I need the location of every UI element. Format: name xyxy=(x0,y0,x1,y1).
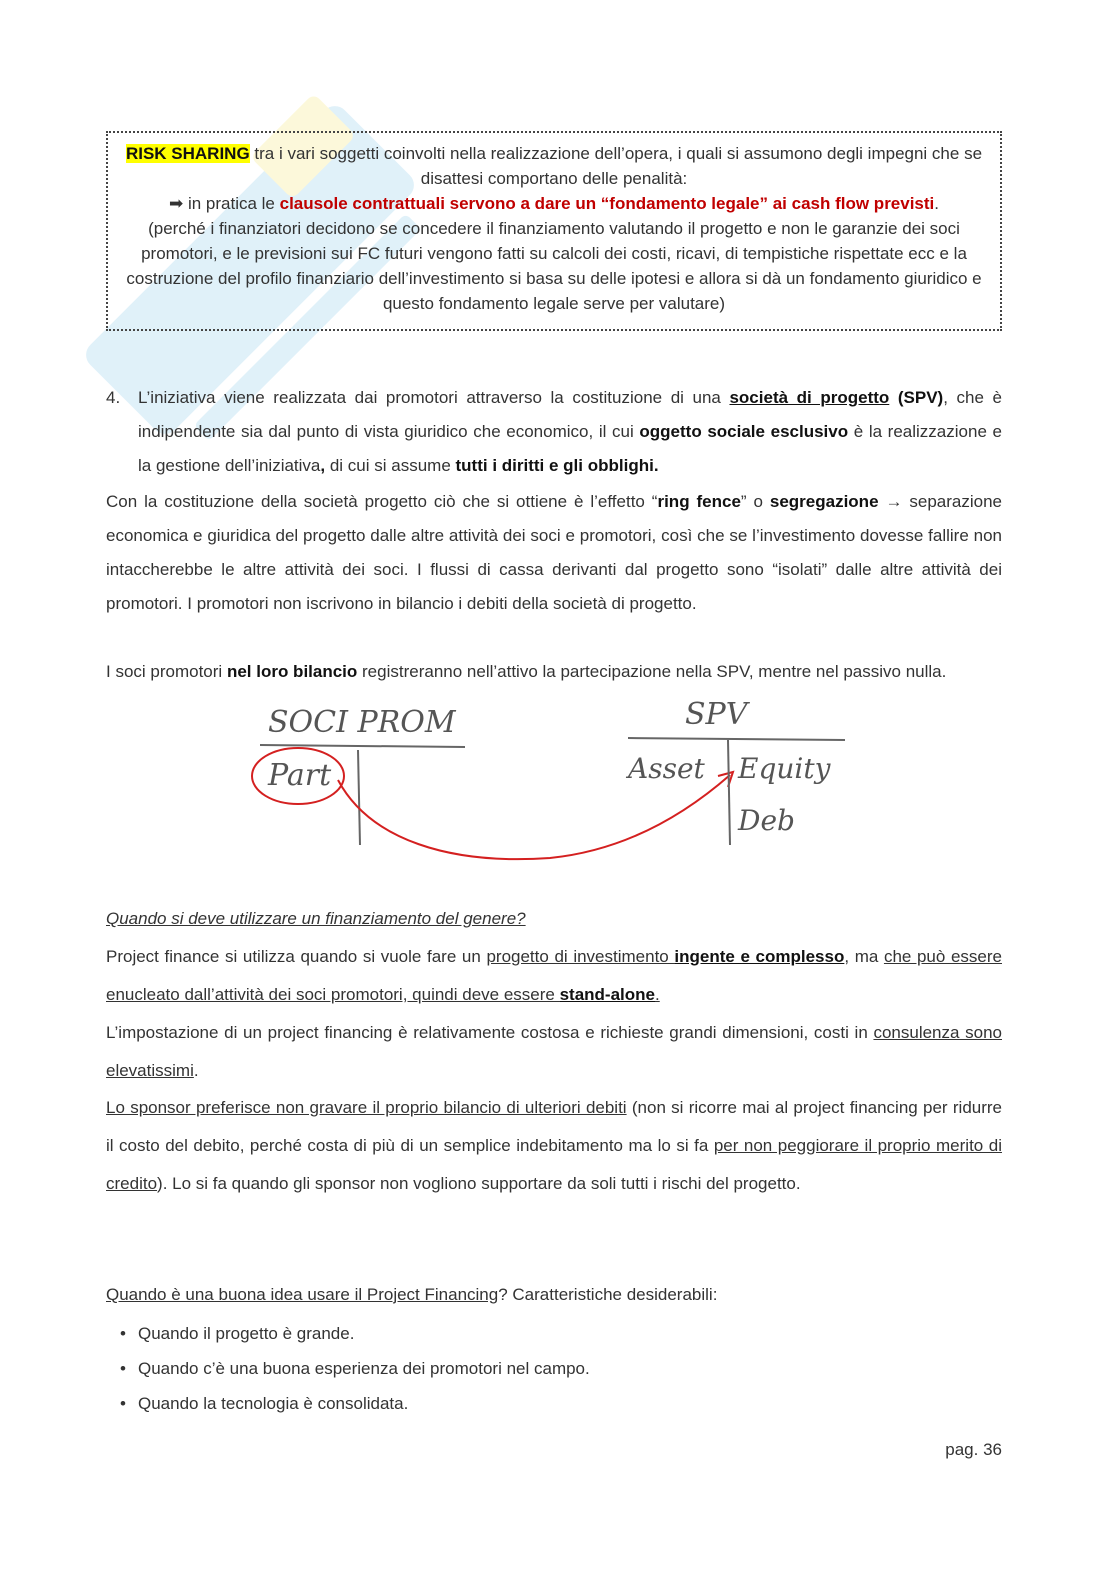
sketch-debt: Deb xyxy=(738,804,795,837)
bullet-text: Quando la tecnologia è consolidata. xyxy=(138,1394,409,1413)
characteristics-list xyxy=(120,1316,1000,1421)
sketch-equity: Equity xyxy=(738,752,831,785)
item4-spv-abbr: (SPV) xyxy=(889,388,944,407)
list-item xyxy=(120,1316,1000,1351)
costs-paragraph xyxy=(106,1014,1002,1090)
pf-u1: progetto di investimento xyxy=(486,947,675,966)
bullet-icon: • xyxy=(120,1394,126,1413)
sketch-right-title: SPV xyxy=(685,697,748,732)
box-parenthetical: (perché i finanziatori decidono se concedere il finanziamento valutando il progetto e non le garanzie dei soci promotori, e le previsioni sui FC futuri vengono fatti su calcoli dei costi, ricavi, di tempistiche rispettate ecc e la costruzione del profilo finanziario dell’investimento si basa su delle ipotesi e allora si dà un fondamento giuridico e questo fondamento legale serve per valutare) xyxy=(126,219,982,313)
arrow-icon: ➡ xyxy=(168,194,184,213)
pf-u1b: ingente e complesso xyxy=(674,947,845,966)
ring-fence-paragraph xyxy=(106,485,1002,621)
question-2-rest: ? Caratteristiche desiderabili: xyxy=(498,1285,718,1304)
pf-t2: , ma xyxy=(844,947,884,966)
sketch-asset: Asset xyxy=(628,752,705,785)
sponsor-paragraph xyxy=(106,1089,1002,1203)
question-2 xyxy=(106,1281,1002,1309)
question-2-underlined: Quando è una buona idea usare il Project Financing xyxy=(106,1285,499,1304)
sketch-arrow-curve xyxy=(338,775,730,859)
bullet-text: Quando c’è una buona esperienza dei promotori nel campo. xyxy=(138,1359,590,1378)
item-4-text xyxy=(138,381,1002,483)
segregazione-term: segregazione xyxy=(769,492,879,511)
sketch-left-hline xyxy=(260,745,465,747)
project-finance-paragraph xyxy=(106,938,1002,1014)
list-item-4 xyxy=(106,381,1002,483)
soci-t2: registreranno nell’attivo la partecipazione nella SPV, mentre nel passivo nulla. xyxy=(357,662,947,681)
item4-t4: di cui si assume xyxy=(325,456,456,475)
sponsor-t1: (non si ricorre mai al project financing per ridurre il costo del debito, perché costa di più di un semplice indebitamento ma lo si fa xyxy=(106,1098,1002,1155)
soci-t1: I soci promotori xyxy=(106,662,227,681)
question-1-text: Quando si deve utilizzare un finanziamento del genere? xyxy=(106,909,526,928)
item4-comma: , xyxy=(320,456,326,475)
item4-t1: L’iniziativa viene realizzata dai promotori attraverso la costituzione di una xyxy=(138,388,730,407)
box-line1: tra i vari soggetti coinvolti nella realizzazione dell’opera, i quali si assumono degli impegni che se disattesi comportano delle penalità: xyxy=(249,144,983,188)
question-1 xyxy=(106,905,1002,933)
soci-paragraph xyxy=(106,655,1002,689)
list-item xyxy=(120,1386,1000,1421)
sketch-left-vline xyxy=(358,750,360,845)
sketch-right-hline xyxy=(628,738,845,740)
box-line2-start: in pratica le xyxy=(183,194,280,213)
ring-t1: Con la costituzione della società progetto ciò che si ottiene è l’effetto “ xyxy=(106,492,658,511)
ring-t2: ” o xyxy=(740,492,770,511)
pf-u2end: . xyxy=(655,985,660,1004)
soci-bold: nel loro bilancio xyxy=(226,662,358,681)
box-line2-end: . xyxy=(934,194,940,213)
box-red-text: clausole contrattuali servono a dare un “fondamento legale” ai cash flow previsti xyxy=(279,194,935,213)
costs-t1: L’impostazione di un project financing è relativamente costosa e richieste grandi dimensioni, costi in xyxy=(106,1023,874,1042)
sketch-left-title: SOCI PROM xyxy=(268,705,456,740)
sponsor-u1: Lo sponsor preferisce non gravare il proprio bilancio di ulteriori debiti xyxy=(106,1098,627,1117)
sponsor-t2: ). Lo si fa quando gli sponsor non vogliono supportare da soli tutti i rischi del progetto. xyxy=(157,1174,801,1193)
item-number: 4. xyxy=(106,388,121,407)
item4-spv: società di progetto xyxy=(729,388,890,407)
item4-diritti: tutti i diritti e gli obblighi. xyxy=(455,456,659,475)
ring-fence-term: ring fence xyxy=(657,492,741,511)
page-number: pag. 36 xyxy=(945,1440,1002,1459)
risk-sharing-box xyxy=(106,131,1002,331)
balance-sheet-sketch xyxy=(250,690,870,870)
costs-t2: . xyxy=(193,1061,199,1080)
bullet-icon: • xyxy=(120,1359,126,1378)
list-item xyxy=(120,1351,1000,1386)
bullet-icon: • xyxy=(120,1324,126,1343)
pf-t1: Project finance si utilizza quando si vuole fare un xyxy=(106,947,487,966)
sketch-part: Part xyxy=(268,758,332,793)
pf-u2b: stand-alone xyxy=(559,985,655,1004)
ring-t3: → separazione economica e giuridica del progetto dalle altre attività dei soci e promotori, così che se l’investimento dovesse fallire non intaccherebbe le altre attività dei soci. I flussi di cassa derivanti dal progetto sono “isolati” dalle altre attività dei promotori. I promotori non iscrivono in bilancio i debiti della società di progetto. xyxy=(106,492,1002,613)
costs-u1: consulenza sono elevatissimi xyxy=(106,1023,1002,1080)
sketch-right-vline xyxy=(728,740,730,845)
risk-sharing-highlight: RISK SHARING xyxy=(125,144,250,163)
bullet-text: Quando il progetto è grande. xyxy=(138,1324,355,1343)
item4-oggetto: oggetto sociale esclusivo xyxy=(639,422,849,441)
sponsor-u2: per non peggiorare il proprio merito di credito xyxy=(106,1136,1002,1193)
item4-t2: , che è indipendente sia dal punto di vista giuridico che economico, il cui xyxy=(138,388,1002,441)
pf-u2: che può essere enucleato dall’attività dei soci promotori, quindi deve essere xyxy=(106,947,1002,1004)
item4-t3: è la realizzazione e la gestione dell’iniziativa xyxy=(138,422,1002,475)
